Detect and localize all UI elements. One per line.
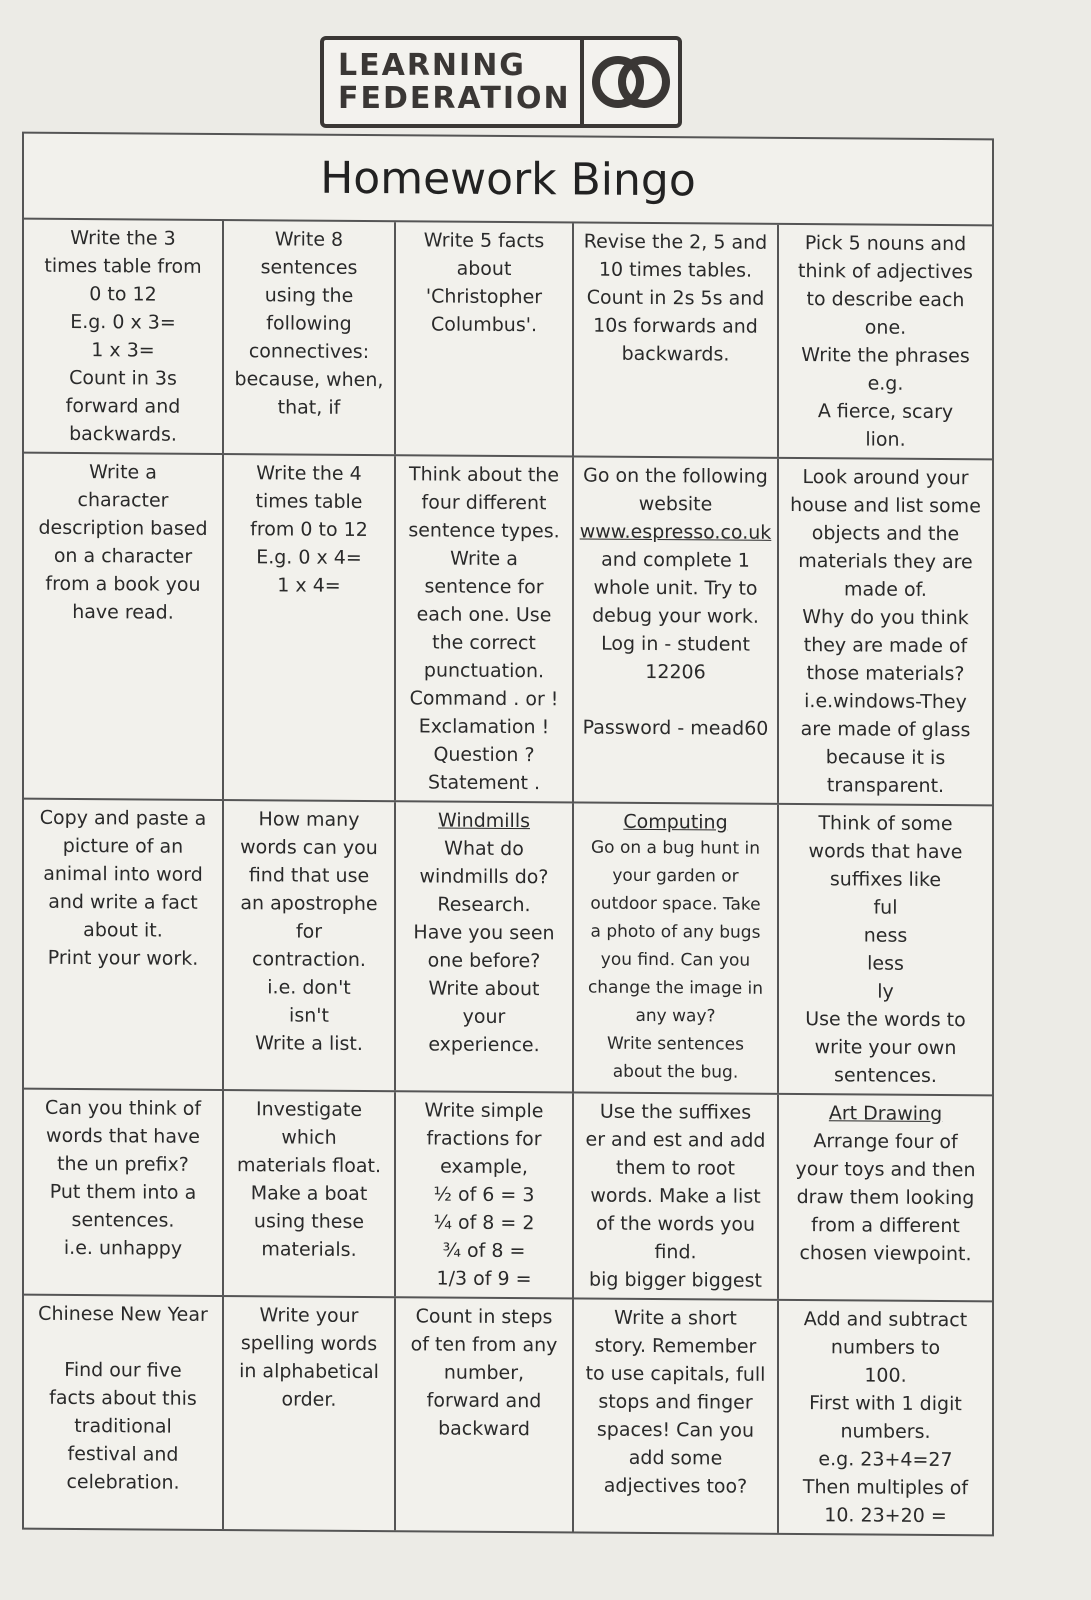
cell-text-line: Research. (437, 893, 531, 917)
bingo-cell (396, 802, 574, 1091)
cell-text-line: your garden or (612, 865, 739, 887)
bingo-cell (396, 456, 574, 801)
cell-text-line: sentence types. (408, 519, 560, 543)
cell-text-line: Command . or ! (409, 687, 559, 711)
cell-text-line: Write the 4 (256, 462, 362, 485)
cell-text-line: using these (253, 1210, 365, 1233)
cell-text-line: words that have (46, 1124, 200, 1148)
cell-text-line: festival and (67, 1442, 179, 1466)
cell-text-line: Why do you think (802, 606, 969, 630)
cell-text-line: Have you seen (413, 921, 555, 945)
cell-text-line: in alphabetical (239, 1360, 379, 1384)
cell-text-line: Write 5 facts (423, 229, 545, 253)
bingo-cell (779, 1301, 992, 1534)
cell-text-line: Think of some (818, 812, 953, 836)
cell-text-line: one before? (427, 949, 541, 973)
cell-text-line: Exclamation ! (418, 715, 550, 739)
cell-text-line: Make a boat (250, 1182, 368, 1206)
cell-text-line: made of. (844, 578, 927, 601)
cell-text-line: to describe each (806, 288, 965, 312)
learning-federation-logo (320, 36, 682, 128)
cell-text-line: sentences. (834, 1064, 937, 1087)
bingo-cell (574, 1093, 779, 1298)
cell-text-line: How many (258, 808, 360, 831)
cell-text-line: for (295, 920, 323, 943)
bingo-cell (396, 1298, 574, 1531)
cell-text-line: description based (38, 516, 208, 540)
cell-text-line: Print your work. (47, 946, 199, 970)
cell-text-line: 10. 23+20 = (824, 1504, 947, 1528)
cell-text-line: outdoor space. Take (590, 893, 761, 915)
cell-text-line: an apostrophe (240, 892, 378, 916)
cell-text-line: isn't (289, 1004, 329, 1027)
cell-text-line: which (281, 1126, 337, 1149)
bingo-cell (24, 800, 224, 1089)
cell-text-line: suffixes like (829, 868, 942, 892)
cell-text-line: Write a short (614, 1306, 737, 1330)
cell-text-line: Find our five (64, 1358, 182, 1382)
cell-text-line: E.g. 0 x 4= (256, 546, 362, 569)
page-title: Homework Bingo (24, 134, 992, 227)
cell-text-line: Write sentences (607, 1033, 744, 1055)
cell-text-line: Question ? (433, 743, 535, 767)
cell-text-line: Count in 2s 5s and (586, 286, 765, 310)
cell-text-line: words can you (240, 836, 378, 860)
cell-text-line: they are made of (803, 634, 968, 658)
cell-text-line: of the words you (595, 1212, 756, 1236)
cell-text-line: sentence for (424, 575, 544, 599)
cell-text-line: 'Christopher (425, 285, 543, 309)
bingo-cell (224, 801, 396, 1090)
cell-text-line: them to root (616, 1156, 735, 1180)
cell-text-line: the un prefix? (57, 1152, 189, 1176)
cell-text-line: about the bug. (612, 1061, 739, 1083)
cell-text-line: i.e. unhappy (63, 1236, 183, 1260)
cell-text-line: What do (444, 837, 524, 861)
bingo-row (24, 220, 992, 461)
cell-text-line: order. (281, 1388, 337, 1411)
cell-text-line: e.g. (867, 372, 904, 395)
cell-text-line: following (266, 312, 352, 335)
cell-text-line: Write a list. (255, 1032, 363, 1055)
cell-text-line: materials they are (798, 550, 973, 574)
cell-text-line: celebration. (66, 1470, 180, 1494)
cell-text-line: four different (421, 491, 547, 515)
cell-text-line: you find. Can you (600, 949, 751, 971)
cell-text-line: connectives: (248, 340, 370, 364)
cell-text-line: add some (628, 1446, 723, 1470)
cell-text-line: er and est and add (585, 1128, 766, 1152)
cell-text-line: any way? (635, 1005, 716, 1027)
logo-text (324, 40, 584, 124)
cell-text-line: whole unit. Try to (593, 576, 758, 600)
bingo-cell (24, 220, 224, 453)
cell-text-line: example, (440, 1155, 528, 1179)
cell-text-line: a photo of any bugs (590, 921, 761, 943)
cell-text-line: Use the words to (805, 1008, 966, 1032)
cell-text-line: forward and (65, 394, 181, 418)
bingo-cell (224, 1091, 396, 1296)
bingo-cell (24, 1090, 224, 1295)
cell-text-line: and write a fact (48, 890, 198, 914)
cell-text-line: those materials? (806, 662, 965, 686)
cell-text-line: think of adjectives (798, 260, 973, 284)
cell-text-line: Then multiples of (802, 1476, 969, 1500)
cell-text-line: 12206 (645, 660, 706, 684)
bingo-cell (24, 1296, 224, 1529)
cell-text-line: 1/3 of 9 = (436, 1267, 532, 1291)
cell-text-line: have read. (72, 600, 174, 624)
cell-text-line: Arrange four of (813, 1130, 958, 1154)
bingo-cell (779, 459, 992, 804)
cell-text-line: story. Remember (594, 1334, 757, 1358)
cell-text-line: backwards. (69, 422, 177, 446)
cell-text-line: draw them looking (796, 1186, 975, 1210)
bingo-cell (779, 225, 992, 458)
cell-text-line: 10 times tables. (598, 258, 753, 282)
website-link[interactable]: www.espresso.co.uk (579, 520, 772, 544)
cell-text-line: E.g. 0 x 3= (70, 310, 176, 334)
cell-text-line: words that have (808, 840, 963, 864)
cell-text-line: website (638, 492, 713, 516)
cell-text-line: Write a (89, 461, 157, 484)
cell-text-line: ness (863, 924, 908, 947)
bingo-row (24, 800, 992, 1097)
linked-rings-icon (584, 40, 678, 124)
cell-text-line: write your own (814, 1036, 957, 1060)
cell-text-line: forward and (426, 1389, 542, 1413)
cell-text-line: Columbus'. (431, 313, 537, 337)
cell-heading: Computing (623, 810, 728, 834)
cell-text-line: house and list some (790, 493, 981, 518)
cell-text-line: e.g. 23+4=27 (818, 1448, 953, 1472)
cell-text-line: A fierce, scary (817, 400, 954, 424)
cell-text-line: Can you think of (44, 1096, 202, 1120)
cell-text-line: each one. Use (416, 603, 552, 627)
bingo-cell (224, 1297, 396, 1530)
cell-text-line: big bigger biggest (589, 1268, 762, 1292)
bingo-cell (224, 455, 396, 800)
cell-text-line: sentences. (71, 1208, 175, 1232)
cell-text-line: punctuation. (423, 659, 545, 683)
cell-text-line: Look around your (802, 466, 969, 490)
cell-text-line: 0 to 12 (89, 283, 157, 306)
cell-text-line: character (77, 488, 169, 512)
cell-text-line: Write the 3 (70, 226, 176, 250)
cell-text-line: Count in 3s (69, 366, 177, 390)
cell-text-line: Copy and paste a (39, 806, 207, 830)
cell-text-line (578, 685, 773, 714)
cell-text-line: Use the suffixes (599, 1100, 752, 1124)
cell-text-line: transparent. (826, 774, 945, 798)
cell-text-line: words. Make a list (590, 1184, 761, 1208)
bingo-cell (224, 221, 396, 454)
cell-text-line: Write the phrases (801, 344, 970, 368)
cell-text-line: spaces! Can you (596, 1418, 755, 1442)
cell-text-line: the correct (432, 631, 536, 655)
cell-text-line: of ten from any (410, 1333, 558, 1357)
cell-text-line: about (456, 257, 512, 281)
cell-text-line: Chinese New Year (38, 1302, 208, 1326)
cell-heading: Windmills (438, 809, 530, 833)
cell-text-line: First with 1 digit (809, 1392, 962, 1416)
cell-text-line: Write a (450, 547, 518, 571)
cell-text-line: Pick 5 nouns and (804, 232, 967, 256)
cell-text-line: ful (873, 896, 898, 919)
cell-text-line: windmills do? (419, 865, 549, 889)
cell-text-line: Investigate (255, 1098, 363, 1121)
cell-text-line: Write about (428, 977, 540, 1001)
bingo-sheet (22, 132, 994, 1537)
cell-text-line: experience. (428, 1033, 540, 1057)
cell-text-line: Count in steps (415, 1305, 553, 1329)
cell-text-line: fractions for (426, 1127, 542, 1151)
cell-text-line: one. (864, 316, 907, 339)
cell-text-line: adjectives too? (603, 1474, 748, 1498)
cell-text-line: Statement . (427, 771, 541, 795)
cell-text-line: materials. (261, 1238, 357, 1261)
cell-text-line: 100. (864, 1364, 907, 1387)
cell-text-line: number, (443, 1361, 525, 1385)
cell-text-line: less (867, 952, 904, 975)
cell-text-line: Write simple (424, 1099, 544, 1123)
cell-text-line: from a book you (45, 572, 201, 596)
cell-text-line: because, when, (234, 368, 384, 392)
bingo-row (24, 1090, 992, 1303)
bingo-grid (24, 220, 992, 1535)
cell-text-line: spelling words (240, 1332, 378, 1356)
cell-text-line: times table from (44, 254, 202, 278)
cell-text-line: are made of glass (800, 718, 971, 742)
cell-text-line: ly (877, 980, 894, 1003)
cell-heading: Art Drawing (828, 1102, 943, 1126)
cell-text-line: traditional (74, 1414, 172, 1438)
cell-text-line: find. (654, 1241, 697, 1264)
cell-text-line: debug your work. (592, 604, 759, 628)
cell-text-line: contraction. (252, 948, 366, 972)
cell-text-line: 10s forwards and (593, 314, 758, 338)
cell-text-line: animal into word (43, 862, 203, 886)
bingo-cell (574, 1299, 779, 1532)
logo-line-1: LEARNING (338, 48, 526, 83)
cell-text-line: chosen viewpoint. (799, 1242, 972, 1266)
cell-text-line: lion. (865, 428, 906, 451)
cell-text-line: Go on a bug hunt in (590, 837, 761, 859)
bingo-row (24, 1296, 992, 1535)
cell-text-line: numbers to (830, 1336, 941, 1360)
cell-text-line: and complete 1 (601, 548, 750, 572)
cell-text-line: your toys and then (795, 1158, 976, 1182)
cell-text-line: i.e. don't (267, 976, 351, 999)
cell-text-line: materials float. (237, 1154, 381, 1178)
cell-text-line: sentences (260, 256, 358, 279)
cell-text-line: Write your (259, 1304, 359, 1327)
cell-text-line: using the (264, 284, 354, 307)
bingo-cell (574, 803, 779, 1092)
cell-text-line: stops and finger (598, 1390, 753, 1414)
bingo-cell (396, 222, 574, 455)
bingo-cell (574, 457, 779, 802)
cell-text-line: Put them into a (49, 1180, 197, 1204)
cell-text-line: from 0 to 12 (250, 518, 368, 542)
cell-text-line: your (462, 1005, 506, 1028)
cell-text-line: change the image in (587, 977, 764, 999)
cell-text-line: i.e.windows-They (804, 690, 967, 714)
cell-text-line: backward (438, 1417, 530, 1441)
bingo-cell (24, 454, 224, 799)
cell-text-line: times table (255, 490, 363, 513)
bingo-cell (574, 223, 779, 456)
cell-text-line: to use capitals, full (585, 1362, 766, 1386)
cell-text-line: because it is (825, 746, 946, 770)
cell-text-line: picture of an (62, 834, 184, 858)
bingo-cell (779, 1095, 992, 1300)
cell-text-line: Log in - student (601, 632, 750, 656)
bingo-row (24, 454, 992, 807)
logo-line-2: FEDERATION (338, 81, 571, 116)
cell-text-line: that, if (277, 396, 341, 419)
cell-text-line: facts about this (49, 1386, 197, 1410)
cell-text-line: Password - mead60 (582, 716, 769, 740)
cell-text-line: Revise the 2, 5 and (583, 230, 768, 254)
cell-text-line: find that use (248, 864, 370, 888)
cell-text-line: from a different (811, 1214, 960, 1238)
cell-text-line (28, 1328, 218, 1357)
cell-text-line: about it. (83, 919, 163, 942)
bingo-cell (779, 805, 992, 1094)
cell-text-line: Add and subtract (803, 1308, 968, 1332)
cell-text-line: Write 8 (274, 228, 344, 251)
cell-text-line: objects and the (811, 522, 960, 546)
cell-text-line: ½ of 6 = 3 (433, 1183, 535, 1207)
cell-text-line: Go on the following (583, 464, 768, 488)
cell-text-line: on a character (53, 544, 193, 568)
cell-text-line: ¾ of 8 = (442, 1239, 526, 1263)
bingo-cell (396, 1092, 574, 1297)
cell-text-line: numbers. (840, 1420, 931, 1443)
cell-text-line: 1 x 3= (91, 339, 155, 362)
cell-text-line: ¼ of 8 = 2 (433, 1211, 535, 1235)
cell-text-line: backwards. (621, 342, 730, 366)
cell-text-line: Think about the (408, 463, 560, 487)
cell-text-line: 1 x 4= (277, 574, 341, 597)
